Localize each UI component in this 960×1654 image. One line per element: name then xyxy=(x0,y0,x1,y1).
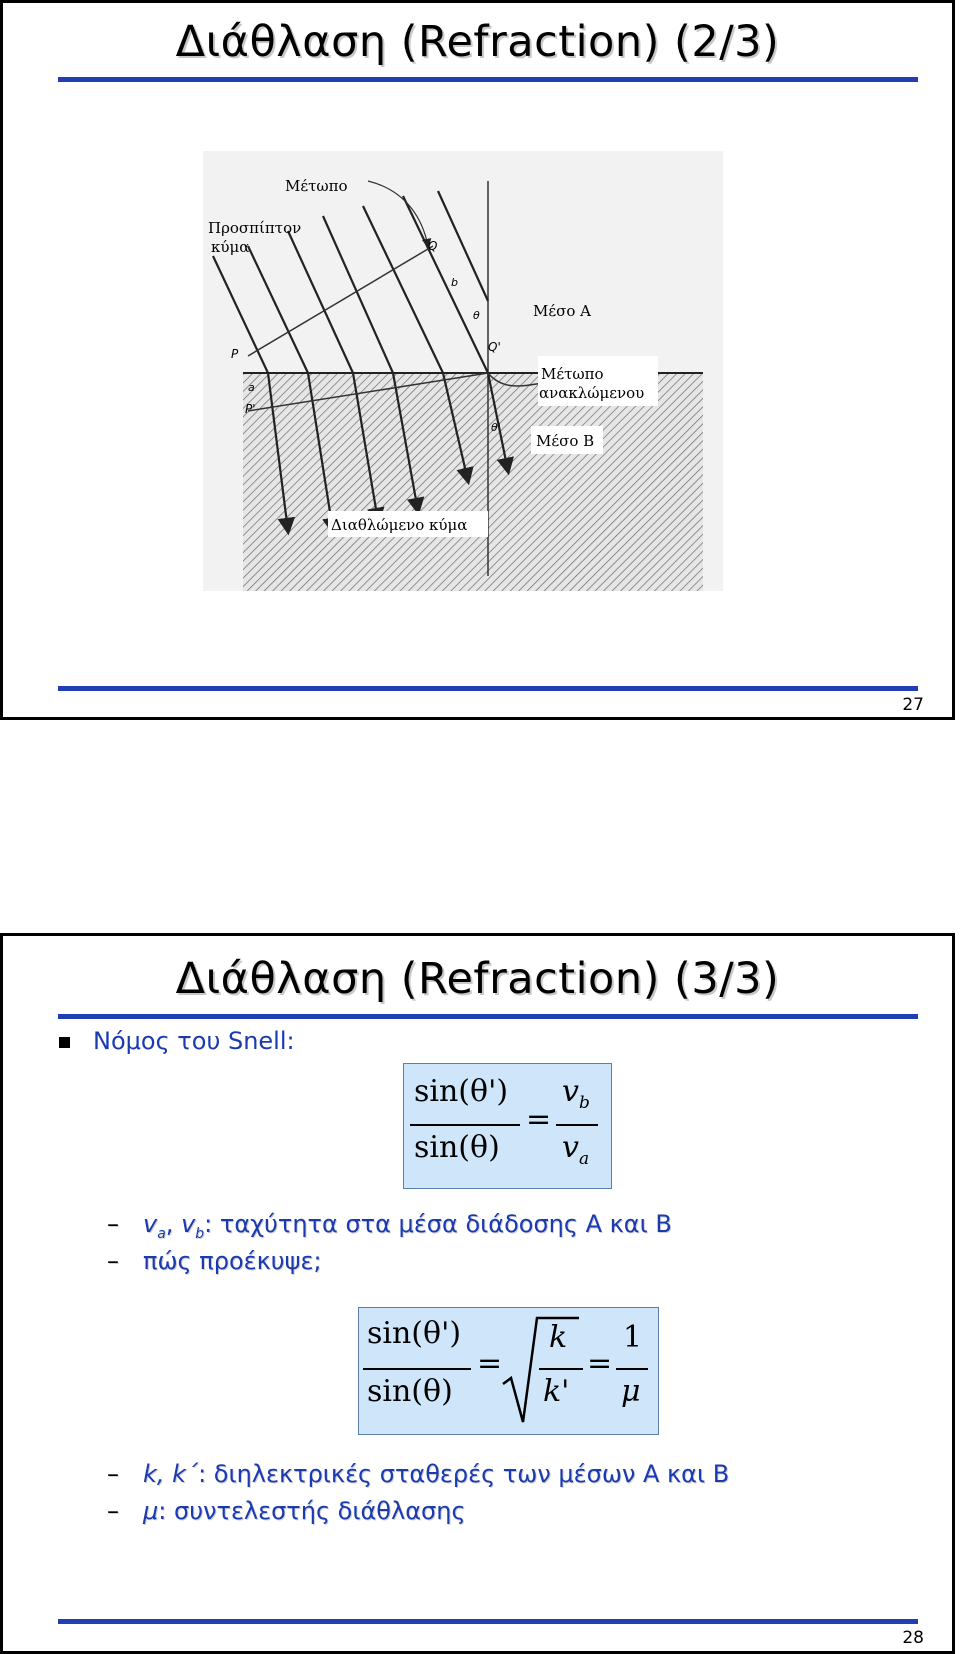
label-theta: θ xyxy=(473,309,480,322)
dash-item-velocities: – $v_a$, $v_b$: ταχύτητα στα μέσα διάδοσης Α και Β xyxy=(107,1210,672,1242)
page-number: 27 xyxy=(902,695,924,715)
point-q-prime: Q' xyxy=(488,340,501,354)
eq2-denominator: sin(θ) xyxy=(367,1374,453,1409)
eq1-equals: = xyxy=(526,1102,552,1137)
slide-28 xyxy=(0,933,955,1654)
slide-27 xyxy=(0,0,955,720)
label-front: Μέτωπο xyxy=(285,177,348,195)
sqrt-icon xyxy=(501,1314,581,1426)
eq2-numerator: sin(θ') xyxy=(367,1316,462,1351)
snell-label: Νόμος του Snell: xyxy=(93,1027,295,1055)
slide-title: Διάθλαση (Refraction) (2/3) xyxy=(175,17,780,67)
dash-item-question: – πώς προέκυψε; xyxy=(107,1247,322,1275)
label-incident-1: Προσπίπτον xyxy=(208,219,302,237)
footer-rule xyxy=(58,1619,918,1624)
point-q: Q xyxy=(428,239,438,253)
dash-item-dielectric: – k, k΄: διηλεκτρικές σταθερές των μέσων Α και Β xyxy=(107,1460,730,1488)
eq2-equals-2: = xyxy=(587,1346,613,1381)
label-reflected-front-2: ανακλώμενου xyxy=(539,384,645,402)
label-theta-prime: θ' xyxy=(491,421,501,434)
eq2-equals-1: = xyxy=(477,1346,503,1381)
label-medium-a: Μέσο Α xyxy=(533,302,592,320)
eq1-vb: $v_b$ xyxy=(562,1074,590,1113)
bullet-square-icon xyxy=(59,1037,70,1048)
eq2-one: 1 xyxy=(623,1320,643,1355)
dash-item-refractive-index: – μ: συντελεστής διάθλασης xyxy=(107,1497,466,1525)
derivation-equation-box xyxy=(358,1307,659,1435)
slide-title: Διάθλαση (Refraction) (3/3) xyxy=(175,954,780,1004)
label-reflected-front-1: Μέτωπο xyxy=(541,365,604,383)
eq2-sqrt-numerator: k xyxy=(549,1320,568,1355)
snell-equation-box xyxy=(403,1063,612,1189)
title-rule xyxy=(58,77,918,82)
refraction-diagram xyxy=(203,151,723,591)
eq1-va: $v_a$ xyxy=(562,1130,590,1169)
label-a: a xyxy=(248,381,255,394)
title-rule xyxy=(58,1014,918,1019)
point-p: P xyxy=(231,347,239,361)
point-p-prime: P' xyxy=(245,402,256,416)
label-incident-2: κύμα xyxy=(211,238,250,256)
label-refracted: Διαθλώμενο κύμα xyxy=(331,516,468,534)
eq2-sqrt-denominator: k' xyxy=(543,1374,570,1409)
footer-rule xyxy=(58,686,918,691)
eq2-mu: μ xyxy=(621,1374,641,1409)
label-medium-b: Μέσο Β xyxy=(536,432,595,450)
page-number: 28 xyxy=(902,1628,924,1648)
label-b: b xyxy=(451,276,458,289)
eq1-denominator: sin(θ) xyxy=(414,1130,500,1165)
eq1-numerator: sin(θ') xyxy=(414,1074,509,1109)
